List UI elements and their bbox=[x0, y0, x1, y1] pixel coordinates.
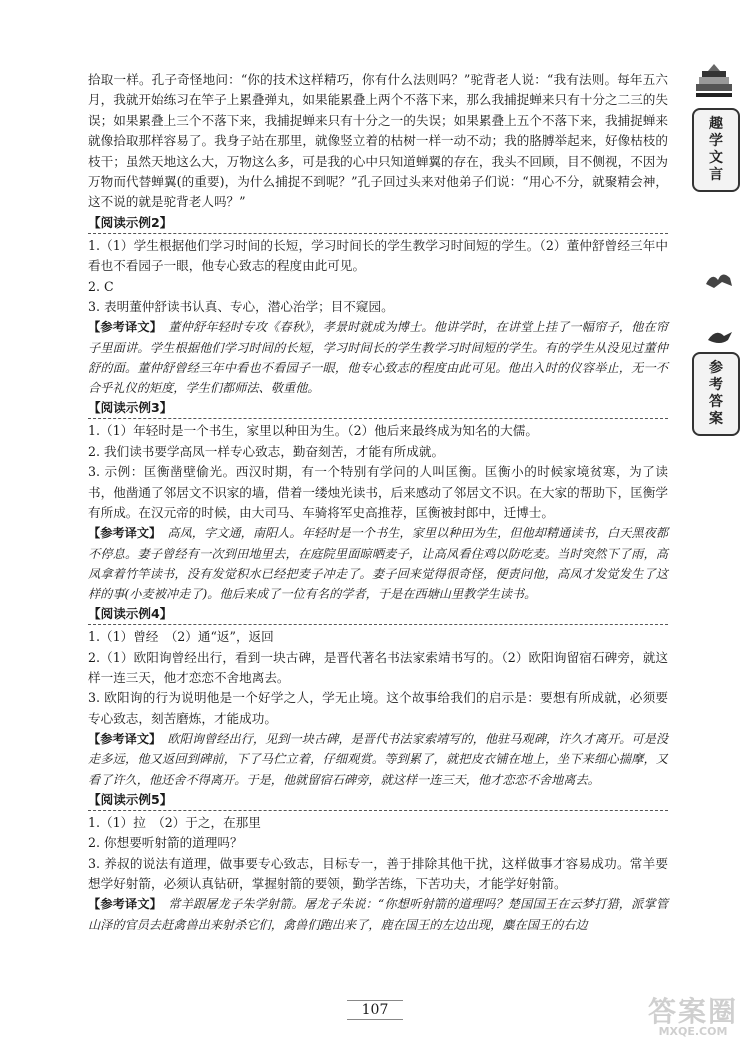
answer-item: 2. C bbox=[88, 278, 114, 294]
watermark-url: MXQE.COM bbox=[658, 1025, 728, 1038]
page-footer bbox=[0, 995, 750, 1038]
answer-item: 3. 养叔的说法有道理，做事要专心致志，目标专一，善于排除其他干扰，这样做事才容易成功。常羊要想学好射箭，必须认真钻研，掌握射箭的要领，勤学苦练，下苦功夫，才能学好射箭。 bbox=[88, 855, 668, 891]
translation-label: 【参考译文】 bbox=[88, 320, 156, 335]
translation-label: 【参考译文】 bbox=[88, 526, 156, 541]
translation-text: 高凤，字文通，南阳人。年轻时是一个书生，家里以种田为生，但他却精通读书，白天黑夜都不停息。妻子曾经有一次到田地里去，在庭院里面晾晒麦子，让高凤看住鸡以防吃麦。当时突然下了雨，高凤拿着竹竿读书，没有发觉积水已经把麦子冲走了。妻子回来觉得很奇怪，便责问他，高凤才发觉发生了这样的事(小麦被冲走了)。他后来成了一位有名的学者，于是在西塘山里教学生读书。 bbox=[88, 526, 669, 601]
answer-item: 2. 你想要听射箭的道理吗？ bbox=[88, 835, 243, 851]
ink-bird-icon bbox=[702, 326, 736, 348]
section-heading: 【阅读示例5】 bbox=[88, 790, 668, 811]
translation-text: 欧阳询曾经出行，见到一块古碑，是晋代书法家索靖写的，他驻马观碑，许久才离开。可是没走多远，他又返回到碑前，下了马伫立着，仔细观赏。等到累了，就把皮衣铺在地上，坐下来细心揣摩，又看了许久，他还舍不得离开。于是，他就留宿石碑旁，就这样一连三天，他才恋恋不舍地离去。 bbox=[88, 732, 669, 787]
tab-char: 答 bbox=[709, 394, 723, 410]
answer-item: 1.（1）曾经 （2）通“返”，返回 bbox=[88, 629, 274, 645]
translation-paragraph bbox=[88, 729, 668, 790]
translation-label: 【参考译文】 bbox=[88, 897, 156, 912]
answer-item: 3. 欧阳询的行为说明他是一个好学之人，学无止境。这个故事给我们的启示是：要想有所成就，必须要专心致志，刻苦磨炼，才能成功。 bbox=[88, 690, 668, 726]
section-heading: 【阅读示例2】 bbox=[88, 213, 668, 234]
tab-char: 参 bbox=[709, 360, 723, 376]
translation-paragraph bbox=[88, 523, 668, 604]
section-reading-example-5 bbox=[88, 790, 668, 935]
watermark-logo bbox=[647, 995, 738, 1038]
main-content bbox=[88, 70, 668, 935]
answer-item: 2.（1）欧阳询曾经出行，看到一块古碑，是晋代著名书法家索靖书写的。（2）欧阳询留宿石碑旁，就这样一连三天，他才恋恋不舍地离去。 bbox=[88, 649, 668, 685]
answer-item: 3. 示例：匡衡凿壁偷光。西汉时期，有一个特别有学问的人叫匡衡。匡衡小的时候家境贫寒，为了读书，他凿通了邻居文不识家的墙，借着一缕烛光读书，后来感动了邻居文不识。在大家的帮助下，匡衡学有所成。在汉元帝的时候，由大司马、车骑将军史高推荐，匡衡被封郎中，迁博士。 bbox=[88, 464, 668, 520]
translation-text: 董仲舒年轻时专攻《春秋》，孝景时就成为博士。他讲学时，在讲堂上挂了一幅帘子，他在帘子里面讲。学生根据他们学习时间的长短，学习时间长的学生教学习时间短的学生。有的学生从没见过董仲舒的面。董仲舒曾经三年中看也不看园子一眼，他专心致志的程度由此可见。他出入时的仪容举止，无一不合乎礼仪的矩度，学生们都师法、敬重他。 bbox=[88, 320, 669, 396]
answer-item: 1.（1）拉 （2）于之，在那里 bbox=[88, 814, 261, 830]
page-number: 107 bbox=[347, 1000, 403, 1020]
answer-item: 1.（1）年轻时是一个书生，家里以种田为生。（2）他后来最终成为知名的大儒。 bbox=[88, 423, 538, 439]
translation-paragraph bbox=[88, 894, 668, 934]
section-heading: 【阅读示例3】 bbox=[88, 398, 668, 419]
sidebar-tab-fun-classical-chinese bbox=[692, 108, 740, 192]
answer-item: 2. 我们读书要学高凤一样专心致志，勤奋刻苦，才能有所成就。 bbox=[88, 443, 445, 459]
answer-item: 1.（1）学生根据他们学习时间的长短，学习时间长的学生教学习时间短的学生。（2）董仲舒曾经三年中看也不看园子一眼，他专心致志的程度由此可见。 bbox=[88, 237, 668, 274]
section-reading-example-4 bbox=[88, 604, 668, 790]
translation-paragraph bbox=[88, 317, 668, 398]
tab-char: 考 bbox=[709, 377, 723, 393]
sidebar-tab-reference-answers bbox=[692, 352, 740, 436]
watermark-text: 答案圈 bbox=[647, 995, 738, 1028]
books-illustration-icon bbox=[692, 62, 736, 102]
section-reading-example-3 bbox=[88, 398, 668, 604]
ink-figure-icon bbox=[702, 268, 736, 290]
section-reading-example-2 bbox=[88, 213, 668, 398]
tab-char: 趣 bbox=[709, 116, 723, 132]
tab-char: 学 bbox=[709, 133, 723, 149]
tab-char: 言 bbox=[709, 167, 723, 183]
tab-char: 文 bbox=[709, 150, 723, 166]
translation-text: 常羊跟屠龙子朱学射箭。屠龙子朱说：“你想听射箭的道理吗？楚国国王在云梦打猎，派掌管山泽的官员去赶禽兽出来射杀它们，禽兽们跑出来了，鹿在国王的左边出现，麋在国王的右边 bbox=[88, 897, 669, 932]
answer-item: 3. 表明董仲舒读书认真、专心，潜心治学；目不窥园。 bbox=[88, 299, 394, 315]
section-heading: 【阅读示例4】 bbox=[88, 604, 668, 625]
tab-char: 案 bbox=[709, 411, 723, 427]
translation-label: 【参考译文】 bbox=[88, 732, 156, 747]
intro-paragraph: 拾取一样。孔子奇怪地问：“你的技术这样精巧，你有什么法则吗？”驼背老人说：“我有法则。每年五六月，我就开始练习在竿子上累叠弹丸，如果能累叠上两个不落下来，那么我捕捉蝉来只有十分之二三的失误；如果累叠上三个不落下来，我捕捉蝉来只有十分之一的失误；如果累叠上五个不落下来，我捕捉蝉来就像拾取那样容易了。我身子站在那里，就像竖立着的枯树一样一动不动；我的胳膊举起来，好像枯枝的枝干；虽然天地这么大，万物这么多，可是我的心中只知道蝉翼的存在，我头不回顾，目不侧视，不因为万物而代替蝉翼(的重要)，为什么捕捉不到呢？”孔子回过头来对他弟子们说：“用心不分，就聚精会神，这不说的就是驼背老人吗？” bbox=[88, 72, 668, 210]
